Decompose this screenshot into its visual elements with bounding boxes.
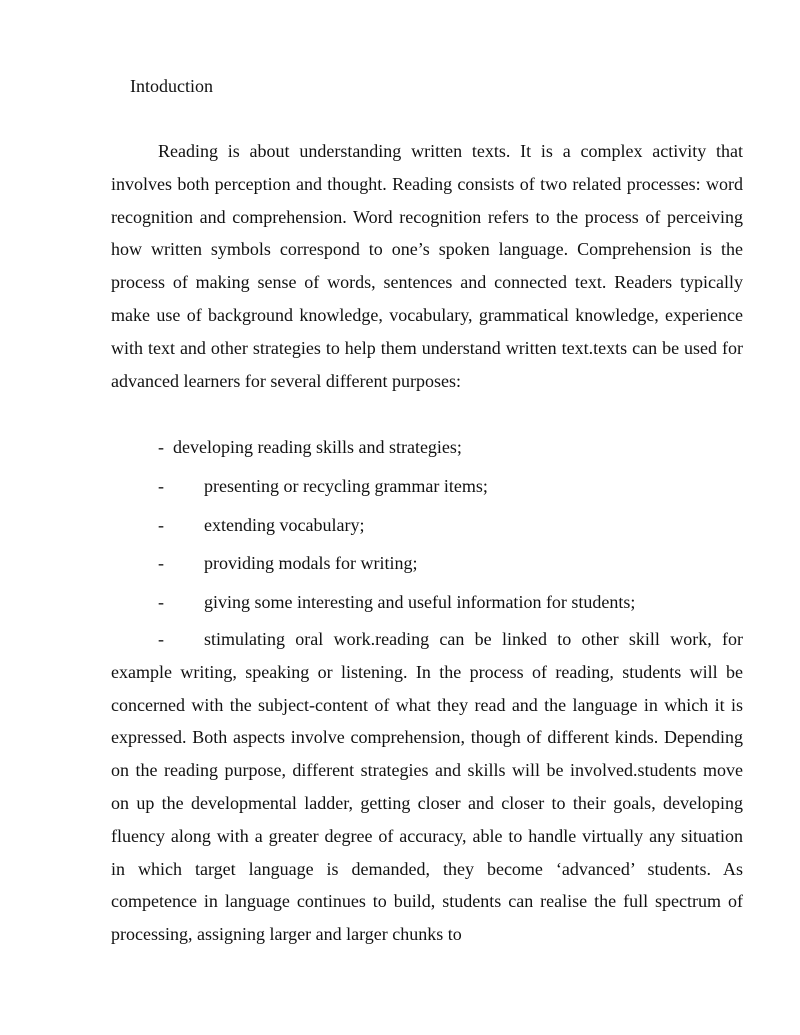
- list-marker: -: [158, 476, 164, 496]
- list-item-text: providing modals for writing;: [204, 553, 418, 573]
- list-item: [158, 590, 743, 614]
- body-paragraph-2-text: stimulating oral work.reading can be linked to other skill work, for example writing, speaking or listening. In the process of reading, students will be concerned with the subject-content of what they read and the language in which it is expressed. Both aspects involve comprehension, though of different kinds. Depending on the reading purpose, different strategies and skills will be involved.students move on up the developmental ladder, getting closer and closer to their goals, developing fluency along with a greater degree of accuracy, able to handle virtually any situation in which target language is demanded, they become ‘advanced’ students. As competence in language continues to build, students can realise the full spectrum of processing, assigning larger and larger chunks to: [111, 629, 743, 945]
- list-item-text: developing reading skills and strategies;: [173, 437, 462, 457]
- list-marker: -: [158, 515, 164, 535]
- list-marker: -: [158, 437, 164, 457]
- list-marker: -: [158, 592, 164, 612]
- list-item: [158, 551, 743, 575]
- list-item: [158, 435, 743, 459]
- list-marker: -: [158, 553, 164, 573]
- list-item-text: presenting or recycling grammar items;: [204, 476, 488, 496]
- list-item: [158, 513, 743, 537]
- body-paragraph-1: Reading is about understanding written texts. It is a complex activity that involves both perception and thought. Reading consists of two related processes: word recognition and comprehension. Word recognition refers to the process of perceiving how written symbols correspond to one’s spoken language. Comprehension is the process of making sense of words, sentences and connected text. Readers typically make use of background knowledge, vocabulary, grammatical knowledge, experience with text and other strategies to help them understand written text.texts can be used for advanced learners for several different purposes:: [111, 141, 743, 391]
- section-heading: Intoduction: [130, 76, 213, 96]
- list-marker: -: [158, 629, 164, 649]
- list-item: [158, 474, 743, 498]
- body-paragraph-2: [111, 623, 743, 951]
- list-item-text: giving some interesting and useful information for students;: [204, 592, 636, 612]
- list-item-text: extending vocabulary;: [204, 515, 365, 535]
